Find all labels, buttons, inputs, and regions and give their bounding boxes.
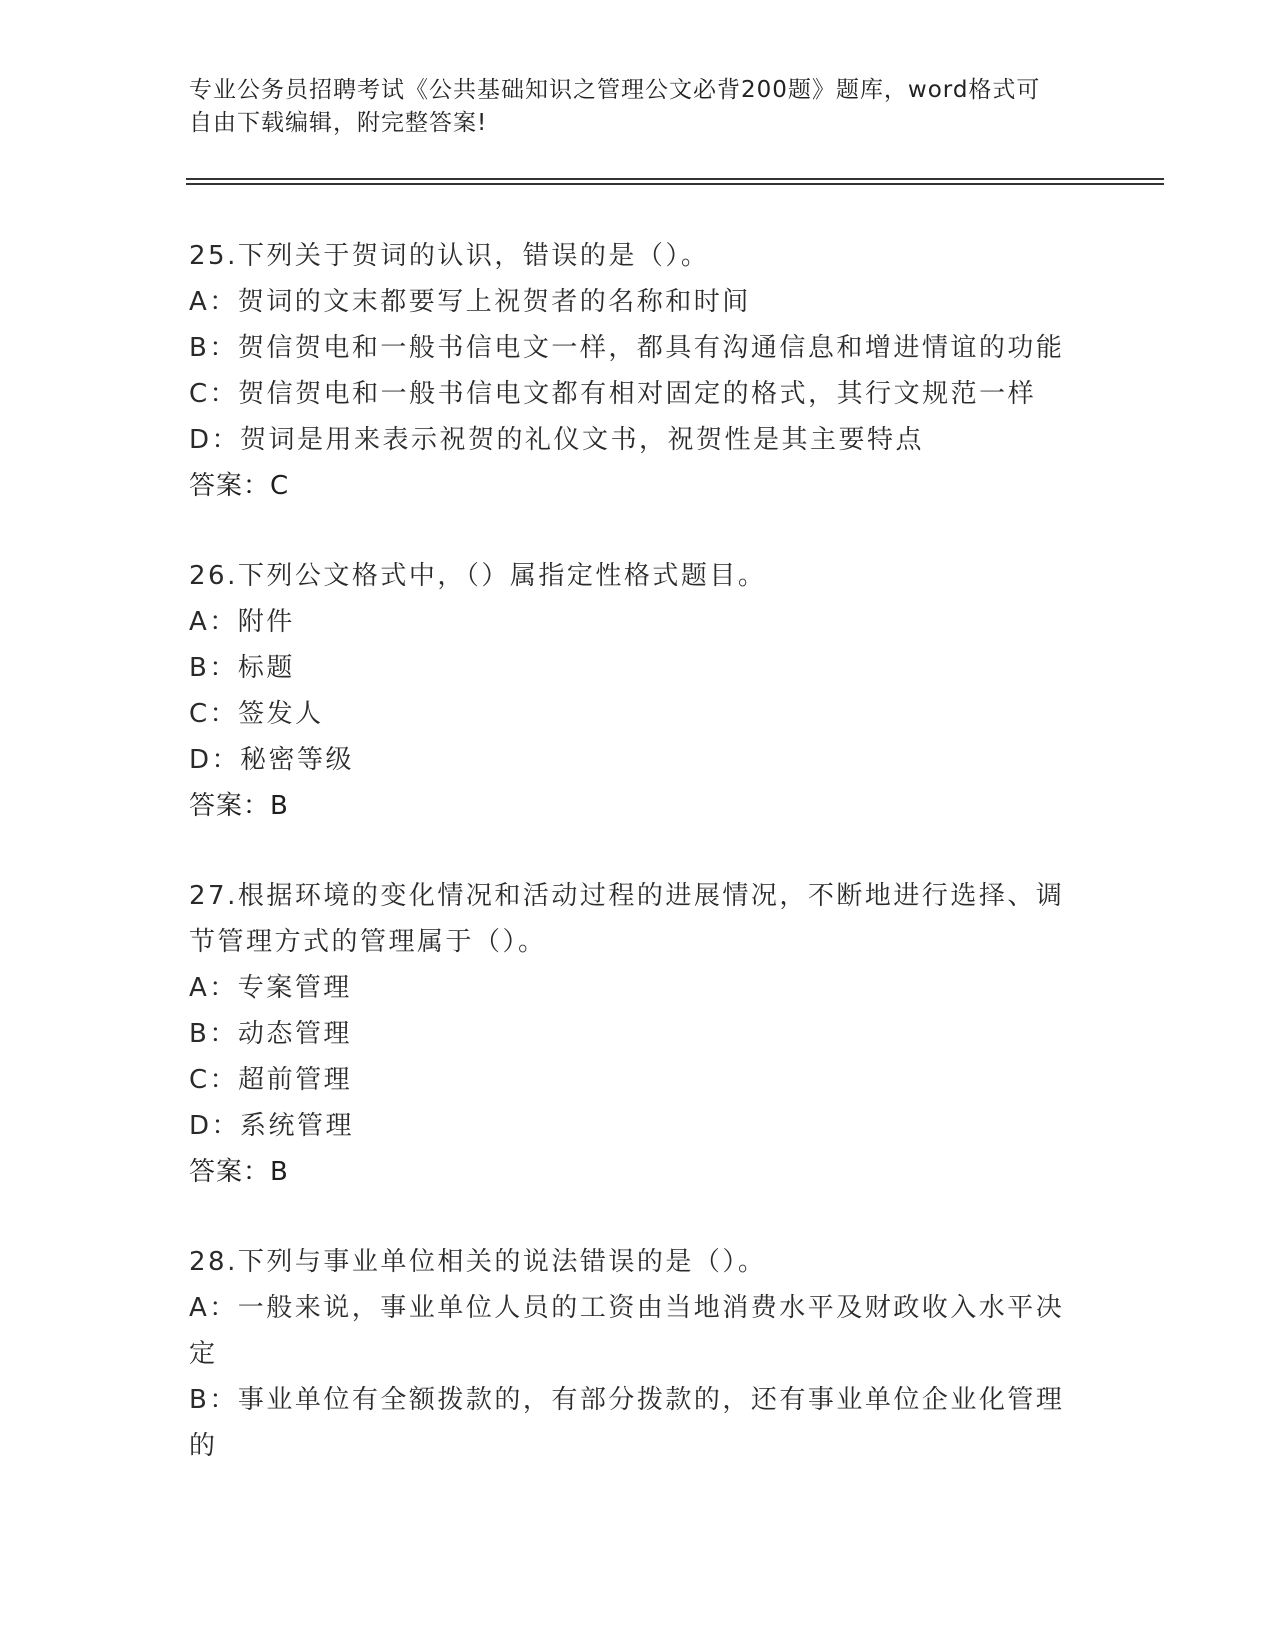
option-a: A：附件	[189, 607, 295, 637]
option-c: C：签发人	[189, 699, 324, 729]
answer: 答案：B	[189, 1157, 289, 1187]
question-stem: 28.下列与事业单位相关的说法错误的是（）。	[189, 1247, 767, 1277]
option-d: D：系统管理	[189, 1111, 355, 1141]
answer: 答案：B	[189, 791, 289, 821]
question-stem: 27.根据环境的变化情况和活动过程的进展情况，不断地进行选择、调节管理方式的管理属于（）。	[189, 881, 1065, 957]
option-b: B：标题	[189, 653, 295, 683]
question-26	[189, 553, 1089, 829]
header-line-2: 自由下载编辑，附完整答案!	[189, 110, 488, 136]
question-28	[189, 1239, 1089, 1469]
option-c: C：贺信贺电和一般书信电文都有相对固定的格式，其行文规范一样	[189, 379, 1037, 409]
question-stem: 26.下列公文格式中，（）属指定性格式题目。	[189, 561, 767, 591]
option-b: B：贺信贺电和一般书信电文一样，都具有沟通信息和增进情谊的功能	[189, 333, 1065, 363]
option-c: C：超前管理	[189, 1065, 353, 1095]
option-a: A：专案管理	[189, 973, 352, 1003]
option-b: B：事业单位有全额拨款的，有部分拨款的，还有事业单位企业化管理的	[189, 1385, 1065, 1461]
question-stem: 25.下列关于贺词的认识，错误的是（）。	[189, 241, 710, 271]
header-line-1: 专业公务员招聘考试《公共基础知识之管理公文必背200题》题库，word格式可	[189, 77, 1041, 103]
answer: 答案：C	[189, 471, 290, 501]
header-divider-bottom	[186, 183, 1164, 185]
option-a: A：贺词的文末都要写上祝贺者的名称和时间	[189, 287, 751, 317]
question-list	[189, 233, 1089, 1513]
option-d: D：贺词是用来表示祝贺的礼仪文书，祝贺性是其主要特点	[189, 425, 925, 455]
option-b: B：动态管理	[189, 1019, 352, 1049]
header-divider-top	[186, 178, 1164, 180]
option-d: D：秘密等级	[189, 745, 355, 775]
document-header	[189, 74, 1089, 140]
question-27	[189, 873, 1089, 1195]
question-25	[189, 233, 1089, 509]
option-a: A：一般来说，事业单位人员的工资由当地消费水平及财政收入水平决定	[189, 1293, 1065, 1369]
